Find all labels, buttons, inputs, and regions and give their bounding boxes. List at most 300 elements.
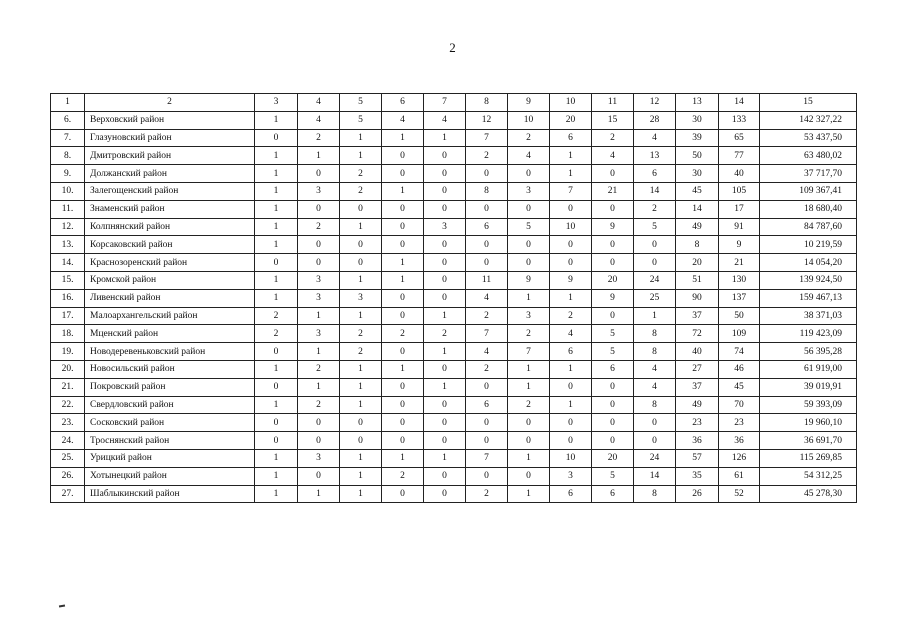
table-cell: 1 — [255, 289, 298, 307]
table-cell: 1 — [298, 343, 340, 361]
table-cell: 1 — [255, 396, 298, 414]
table-cell: 4 — [508, 147, 550, 165]
table-cell: 0 — [382, 165, 424, 183]
table-cell: 0 — [382, 343, 424, 361]
table-cell: 0 — [382, 236, 424, 254]
table-cell: 91 — [719, 218, 760, 236]
table-row — [51, 165, 857, 183]
table-cell: 0 — [255, 254, 298, 272]
amount-cell: 18 680,40 — [760, 200, 857, 218]
district-name-cell: Верховский район — [85, 111, 255, 129]
table-cell: 2 — [634, 200, 676, 218]
table-cell: 2 — [340, 325, 382, 343]
table-cell: 3 — [508, 307, 550, 325]
district-name-cell: Малоархангельский район — [85, 307, 255, 325]
district-name-cell: Шаблыкинский район — [85, 485, 255, 503]
district-name-cell: Сосковский район — [85, 414, 255, 432]
row-number-cell: 26. — [51, 467, 85, 485]
amount-cell: 10 219,59 — [760, 236, 857, 254]
district-name-cell: Новодеревеньковский район — [85, 343, 255, 361]
table-cell: 1 — [255, 165, 298, 183]
table-cell: 0 — [382, 414, 424, 432]
table-cell: 3 — [298, 271, 340, 289]
amount-cell: 38 371,03 — [760, 307, 857, 325]
table-cell: 5 — [340, 111, 382, 129]
table-cell: 1 — [298, 147, 340, 165]
row-number-cell: 14. — [51, 254, 85, 272]
table-cell: 0 — [424, 289, 466, 307]
table-cell: 9 — [592, 289, 634, 307]
row-number-cell: 25. — [51, 449, 85, 467]
amount-cell: 119 423,09 — [760, 325, 857, 343]
table-cell: 11 — [466, 271, 508, 289]
table-cell: 1 — [508, 378, 550, 396]
table-cell: 0 — [424, 165, 466, 183]
table-cell: 0 — [382, 307, 424, 325]
table-cell: 0 — [424, 360, 466, 378]
table-row — [51, 432, 857, 450]
table-cell: 0 — [424, 467, 466, 485]
table-cell: 0 — [550, 378, 592, 396]
column-header-2: 2 — [85, 94, 255, 112]
table-cell: 2 — [592, 129, 634, 147]
table-cell: 3 — [424, 218, 466, 236]
table-cell: 7 — [466, 129, 508, 147]
table-cell: 8 — [676, 236, 719, 254]
column-header-4: 4 — [298, 94, 340, 112]
row-number-cell: 12. — [51, 218, 85, 236]
table-cell: 74 — [719, 343, 760, 361]
table-cell: 37 — [676, 307, 719, 325]
table-cell: 1 — [508, 485, 550, 503]
amount-cell: 59 393,09 — [760, 396, 857, 414]
table-cell: 2 — [340, 343, 382, 361]
table-cell: 0 — [340, 236, 382, 254]
table-cell: 7 — [508, 343, 550, 361]
table-cell: 0 — [382, 218, 424, 236]
table-cell: 137 — [719, 289, 760, 307]
table-cell: 6 — [634, 165, 676, 183]
table-cell: 0 — [592, 307, 634, 325]
table-cell: 25 — [634, 289, 676, 307]
table-cell: 90 — [676, 289, 719, 307]
table-cell: 1 — [255, 111, 298, 129]
table-cell: 40 — [719, 165, 760, 183]
table-cell: 6 — [592, 360, 634, 378]
table-cell: 12 — [466, 111, 508, 129]
table-cell: 0 — [508, 432, 550, 450]
table-cell: 30 — [676, 111, 719, 129]
table-cell: 1 — [340, 467, 382, 485]
table-cell: 14 — [676, 200, 719, 218]
table-cell: 1 — [424, 449, 466, 467]
amount-cell: 19 960,10 — [760, 414, 857, 432]
table-cell: 1 — [634, 307, 676, 325]
row-number-cell: 23. — [51, 414, 85, 432]
table-cell: 0 — [424, 396, 466, 414]
table-cell: 2 — [466, 485, 508, 503]
table-cell: 4 — [466, 289, 508, 307]
amount-cell: 54 312,25 — [760, 467, 857, 485]
table-cell: 0 — [592, 254, 634, 272]
table-cell: 1 — [255, 360, 298, 378]
table-cell: 1 — [340, 218, 382, 236]
table-cell: 21 — [592, 182, 634, 200]
table-cell: 50 — [719, 307, 760, 325]
district-name-cell: Корсаковский район — [85, 236, 255, 254]
row-number-cell: 15. — [51, 271, 85, 289]
row-number-cell: 17. — [51, 307, 85, 325]
table-cell: 0 — [382, 147, 424, 165]
table-cell: 0 — [508, 236, 550, 254]
table-cell: 1 — [255, 271, 298, 289]
amount-cell: 56 395,28 — [760, 343, 857, 361]
table-cell: 2 — [298, 218, 340, 236]
table-row — [51, 307, 857, 325]
table-cell: 0 — [255, 129, 298, 147]
table-cell: 0 — [424, 271, 466, 289]
table-cell: 10 — [550, 449, 592, 467]
table-cell: 2 — [382, 325, 424, 343]
table-row — [51, 360, 857, 378]
district-name-cell: Свердловский район — [85, 396, 255, 414]
table-cell: 0 — [550, 414, 592, 432]
table-cell: 1 — [340, 129, 382, 147]
table-cell: 0 — [508, 414, 550, 432]
table-cell: 0 — [298, 414, 340, 432]
table-cell: 49 — [676, 218, 719, 236]
row-number-cell: 9. — [51, 165, 85, 183]
amount-cell: 37 717,70 — [760, 165, 857, 183]
row-number-cell: 22. — [51, 396, 85, 414]
table-cell: 1 — [255, 467, 298, 485]
table-cell: 7 — [550, 182, 592, 200]
table-cell: 0 — [340, 414, 382, 432]
table-cell: 1 — [382, 449, 424, 467]
table-cell: 0 — [592, 414, 634, 432]
table-cell: 4 — [466, 343, 508, 361]
table-cell: 20 — [592, 449, 634, 467]
amount-cell: 61 919,00 — [760, 360, 857, 378]
table-cell: 0 — [298, 254, 340, 272]
amount-cell: 159 467,13 — [760, 289, 857, 307]
table-cell: 1 — [550, 289, 592, 307]
table-cell: 0 — [298, 467, 340, 485]
amount-cell: 142 327,22 — [760, 111, 857, 129]
table-cell: 50 — [676, 147, 719, 165]
table-cell: 1 — [340, 449, 382, 467]
table-cell: 0 — [466, 467, 508, 485]
table-cell: 2 — [508, 129, 550, 147]
table-cell: 1 — [508, 360, 550, 378]
table-cell: 10 — [508, 111, 550, 129]
row-number-cell: 10. — [51, 182, 85, 200]
table-cell: 37 — [676, 378, 719, 396]
table-cell: 0 — [382, 289, 424, 307]
table-cell: 5 — [592, 343, 634, 361]
table-cell: 2 — [298, 129, 340, 147]
page-number: 2 — [449, 40, 456, 55]
table-cell: 2 — [466, 307, 508, 325]
table-cell: 46 — [719, 360, 760, 378]
table-cell: 0 — [508, 200, 550, 218]
table-cell: 1 — [424, 343, 466, 361]
table-cell: 51 — [676, 271, 719, 289]
table-cell: 35 — [676, 467, 719, 485]
table-cell: 1 — [340, 378, 382, 396]
table-cell: 2 — [340, 182, 382, 200]
table-cell: 5 — [634, 218, 676, 236]
table-cell: 52 — [719, 485, 760, 503]
table-cell: 0 — [508, 254, 550, 272]
table-cell: 1 — [298, 378, 340, 396]
table-cell: 8 — [466, 182, 508, 200]
table-cell: 1 — [298, 485, 340, 503]
table-cell: 1 — [255, 200, 298, 218]
table-cell: 1 — [340, 396, 382, 414]
table-row — [51, 289, 857, 307]
row-number-cell: 21. — [51, 378, 85, 396]
table-cell: 2 — [466, 147, 508, 165]
district-name-cell: Краснозоренский район — [85, 254, 255, 272]
district-name-cell: Новосильский район — [85, 360, 255, 378]
table-cell: 14 — [634, 182, 676, 200]
table-cell: 0 — [340, 200, 382, 218]
table-cell: 0 — [340, 254, 382, 272]
district-data-table — [50, 93, 857, 503]
table-cell: 1 — [550, 360, 592, 378]
row-number-cell: 20. — [51, 360, 85, 378]
table-cell: 0 — [466, 254, 508, 272]
table-cell: 4 — [550, 325, 592, 343]
table-cell: 0 — [424, 147, 466, 165]
table-cell: 1 — [255, 218, 298, 236]
table-cell: 15 — [592, 111, 634, 129]
table-cell: 14 — [634, 467, 676, 485]
table-cell: 0 — [298, 165, 340, 183]
table-header-row — [51, 94, 857, 112]
table-cell: 9 — [592, 218, 634, 236]
amount-cell: 63 480,02 — [760, 147, 857, 165]
table-cell: 1 — [255, 236, 298, 254]
table-cell: 9 — [550, 271, 592, 289]
district-name-cell: Дмитровский район — [85, 147, 255, 165]
table-cell: 0 — [550, 200, 592, 218]
table-cell: 23 — [676, 414, 719, 432]
table-row — [51, 485, 857, 503]
table-cell: 126 — [719, 449, 760, 467]
table-cell: 45 — [719, 378, 760, 396]
table-cell: 0 — [592, 165, 634, 183]
table-cell: 0 — [550, 236, 592, 254]
table-cell: 1 — [255, 485, 298, 503]
column-header-12: 12 — [634, 94, 676, 112]
table-cell: 2 — [298, 360, 340, 378]
row-number-cell: 8. — [51, 147, 85, 165]
table-cell: 4 — [634, 378, 676, 396]
table-cell: 26 — [676, 485, 719, 503]
table-cell: 0 — [634, 414, 676, 432]
table-cell: 4 — [382, 111, 424, 129]
table-cell: 0 — [382, 396, 424, 414]
table-cell: 0 — [298, 236, 340, 254]
table-cell: 10 — [550, 218, 592, 236]
table-cell: 0 — [424, 236, 466, 254]
row-number-cell: 16. — [51, 289, 85, 307]
amount-cell: 109 367,41 — [760, 182, 857, 200]
table-cell: 0 — [592, 236, 634, 254]
table-cell: 1 — [340, 307, 382, 325]
table-cell: 2 — [255, 307, 298, 325]
column-header-7: 7 — [424, 94, 466, 112]
district-name-cell: Покровский район — [85, 378, 255, 396]
table-cell: 2 — [508, 396, 550, 414]
table-cell: 1 — [508, 289, 550, 307]
table-row — [51, 378, 857, 396]
table-row — [51, 129, 857, 147]
column-header-9: 9 — [508, 94, 550, 112]
table-cell: 1 — [424, 307, 466, 325]
district-name-cell: Знаменский район — [85, 200, 255, 218]
column-header-8: 8 — [466, 94, 508, 112]
column-header-1: 1 — [51, 94, 85, 112]
amount-cell: 45 278,30 — [760, 485, 857, 503]
table-cell: 6 — [550, 129, 592, 147]
table-cell: 8 — [634, 485, 676, 503]
table-cell: 0 — [466, 200, 508, 218]
table-cell: 2 — [508, 325, 550, 343]
row-number-cell: 11. — [51, 200, 85, 218]
table-cell: 0 — [255, 378, 298, 396]
district-name-cell: Кромской район — [85, 271, 255, 289]
table-cell: 6 — [550, 343, 592, 361]
table-cell: 133 — [719, 111, 760, 129]
table-cell: 0 — [466, 378, 508, 396]
table-cell: 4 — [424, 111, 466, 129]
table-cell: 2 — [298, 396, 340, 414]
table-cell: 1 — [255, 147, 298, 165]
table-cell: 4 — [298, 111, 340, 129]
table-cell: 0 — [466, 165, 508, 183]
table-cell: 0 — [298, 200, 340, 218]
district-name-cell: Урицкий район — [85, 449, 255, 467]
table-cell: 0 — [466, 432, 508, 450]
table-row — [51, 271, 857, 289]
table-row — [51, 236, 857, 254]
table-cell: 0 — [424, 432, 466, 450]
table-cell: 6 — [550, 485, 592, 503]
amount-cell: 84 787,60 — [760, 218, 857, 236]
table-cell: 1 — [424, 378, 466, 396]
table-cell: 2 — [466, 360, 508, 378]
table-cell: 36 — [719, 432, 760, 450]
table-cell: 8 — [634, 343, 676, 361]
table-cell: 109 — [719, 325, 760, 343]
table-cell: 20 — [592, 271, 634, 289]
table-row — [51, 325, 857, 343]
table-cell: 1 — [382, 360, 424, 378]
table-cell: 1 — [508, 449, 550, 467]
column-header-3: 3 — [255, 94, 298, 112]
table-cell: 24 — [634, 271, 676, 289]
column-header-15: 15 — [760, 94, 857, 112]
table-cell: 24 — [634, 449, 676, 467]
table-cell: 4 — [592, 147, 634, 165]
table-cell: 7 — [466, 449, 508, 467]
table-cell: 2 — [424, 325, 466, 343]
row-number-cell: 18. — [51, 325, 85, 343]
table-cell: 1 — [340, 147, 382, 165]
table-cell: 1 — [340, 360, 382, 378]
table-cell: 21 — [719, 254, 760, 272]
table-row — [51, 396, 857, 414]
district-name-cell: Глазуновский район — [85, 129, 255, 147]
table-cell: 0 — [634, 236, 676, 254]
table-cell: 0 — [424, 254, 466, 272]
table-row — [51, 414, 857, 432]
table-cell: 0 — [634, 254, 676, 272]
table-row — [51, 467, 857, 485]
table-cell: 3 — [298, 289, 340, 307]
district-name-cell: Хотынецкий район — [85, 467, 255, 485]
table-cell: 3 — [340, 289, 382, 307]
column-header-14: 14 — [719, 94, 760, 112]
table-cell: 17 — [719, 200, 760, 218]
table-cell: 0 — [424, 485, 466, 503]
table-cell: 130 — [719, 271, 760, 289]
table-cell: 1 — [550, 147, 592, 165]
table-cell: 0 — [382, 200, 424, 218]
table-cell: 0 — [298, 432, 340, 450]
table-cell: 5 — [508, 218, 550, 236]
amount-cell: 53 437,50 — [760, 129, 857, 147]
table-cell: 3 — [298, 449, 340, 467]
amount-cell: 139 924,50 — [760, 271, 857, 289]
table-cell: 39 — [676, 129, 719, 147]
table-cell: 105 — [719, 182, 760, 200]
row-number-cell: 6. — [51, 111, 85, 129]
table-row — [51, 182, 857, 200]
table-cell: 0 — [550, 432, 592, 450]
row-number-cell: 7. — [51, 129, 85, 147]
amount-cell: 39 019,91 — [760, 378, 857, 396]
table-cell: 0 — [508, 165, 550, 183]
table-cell: 5 — [592, 467, 634, 485]
row-number-cell: 27. — [51, 485, 85, 503]
table-cell: 20 — [550, 111, 592, 129]
table-cell: 1 — [382, 129, 424, 147]
column-header-13: 13 — [676, 94, 719, 112]
table-row — [51, 111, 857, 129]
table-cell: 8 — [634, 396, 676, 414]
table-row — [51, 200, 857, 218]
table-cell: 0 — [634, 432, 676, 450]
table-cell: 1 — [255, 449, 298, 467]
table-cell: 0 — [424, 182, 466, 200]
district-name-cell: Залегощенский район — [85, 182, 255, 200]
table-cell: 0 — [550, 254, 592, 272]
table-cell: 3 — [298, 182, 340, 200]
table-cell: 1 — [550, 396, 592, 414]
table-cell: 0 — [592, 432, 634, 450]
district-name-cell: Должанский район — [85, 165, 255, 183]
row-number-cell: 19. — [51, 343, 85, 361]
table-cell: 2 — [382, 467, 424, 485]
table-cell: 0 — [466, 414, 508, 432]
table-cell: 77 — [719, 147, 760, 165]
table-row — [51, 449, 857, 467]
table-cell: 2 — [550, 307, 592, 325]
